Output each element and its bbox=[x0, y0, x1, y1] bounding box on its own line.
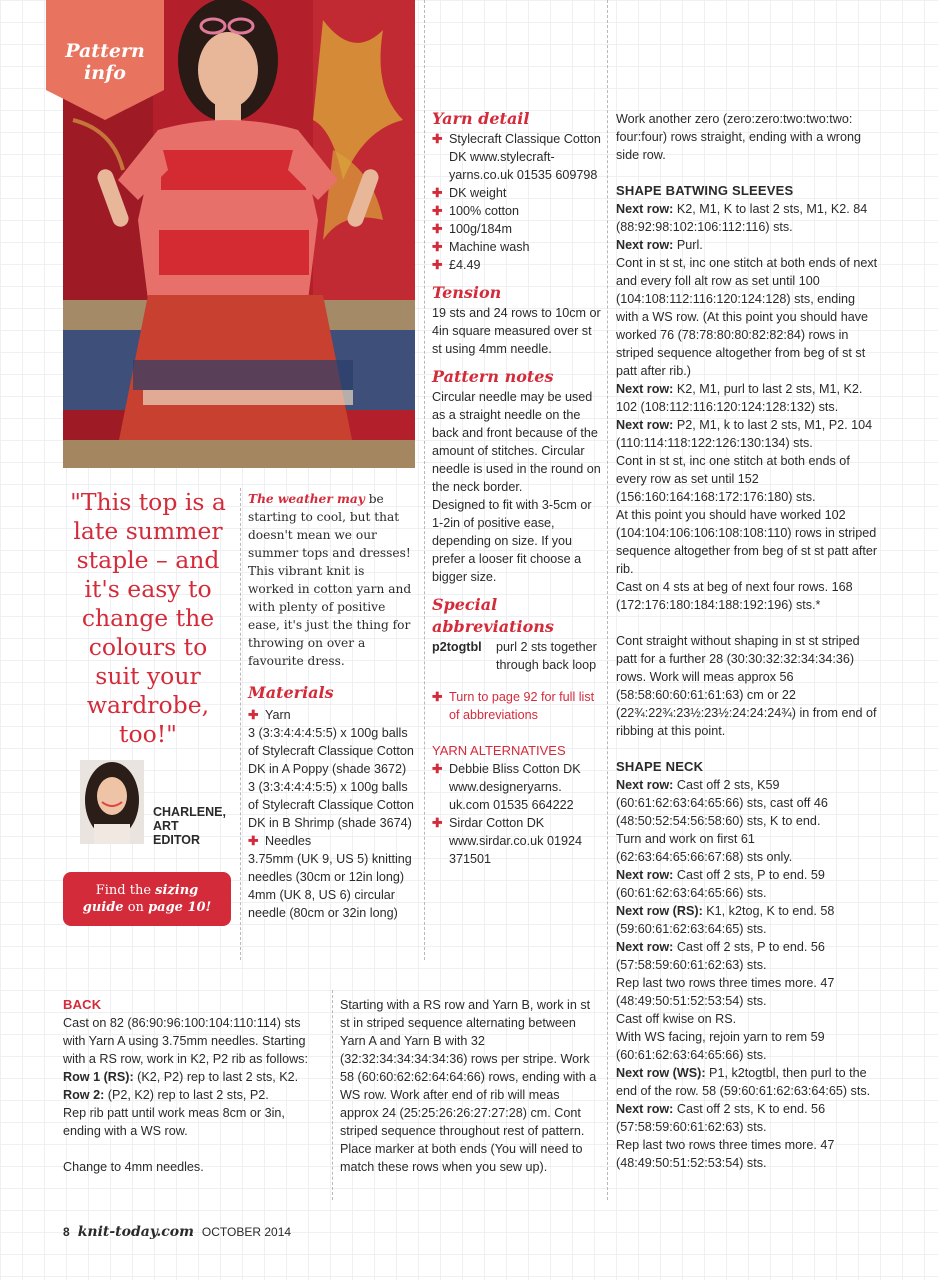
pull-quote: "This top is a late summer staple – and it's easy to change the colours to suit your wardrobe, too!" bbox=[70, 488, 226, 748]
site-logo: knit-today.com bbox=[77, 1224, 194, 1240]
list-item bbox=[432, 238, 604, 256]
instruction-text: With WS facing, rejoin yarn to rem 59 (60:61:62:63:64:65:66) sts. bbox=[616, 1030, 825, 1062]
yarn-detail-item: 100% cotton bbox=[449, 204, 520, 218]
yarn-a: 3 (3:3:4:4:4:5:5) x 100g balls of Stylecraft Classique Cotton DK in A Poppy (shade 3672) bbox=[248, 726, 414, 776]
abbrev-link-text[interactable]: Turn to page 92 for full list of abbreviations bbox=[449, 690, 595, 722]
needles-label: Needles bbox=[265, 834, 312, 848]
page-number: 8 bbox=[63, 1225, 70, 1239]
instruction-text: Cont in st st, inc one stitch at both ends of every row as set until 152 (156:160:164:168:172:176:180) sts. bbox=[616, 454, 850, 504]
row-text: (K2, P2) rep to last 2 sts, K2. bbox=[133, 1070, 299, 1084]
divider bbox=[607, 0, 608, 1200]
credit-role-2: EDITOR bbox=[153, 833, 200, 847]
list-item bbox=[432, 256, 604, 274]
abbrev-value: purl 2 sts together through back loop bbox=[496, 640, 597, 672]
needles-2: 4mm (UK 8, US 6) circular needle (80cm or 32in long) bbox=[248, 888, 398, 920]
avatar bbox=[80, 760, 144, 844]
alt-item: Debbie Bliss Cotton DK www.designeryarns. uk.com 01535 664222 bbox=[449, 762, 581, 812]
instruction-text: Turn and work on first 61 (62:63:64:65:66:67:68) sts only. bbox=[616, 832, 793, 864]
instruction-row bbox=[616, 938, 878, 974]
plus-icon: ✚ bbox=[432, 816, 443, 830]
row-label: Next row: bbox=[616, 382, 674, 396]
divider bbox=[332, 990, 333, 1200]
instruction-text: Cont straight without shaping in st st striped patt for a further 28 (30:30:32:32:34:34:36) rows. Work will meas approx 56 (58:58:60:60:61:61:63) cm or 22 (22¾:22¾:23½:23½:24:24:24¾) in from end of ribbing at this point. bbox=[616, 634, 877, 738]
plus-icon: ✚ bbox=[432, 222, 443, 236]
row-label: Next row: bbox=[616, 778, 674, 792]
instruction-row bbox=[63, 1086, 323, 1104]
back-section bbox=[63, 996, 323, 1176]
yarn-detail-item: £4.49 bbox=[449, 258, 481, 272]
sizing-t3: guide bbox=[82, 900, 124, 915]
divider bbox=[424, 0, 425, 960]
list-item bbox=[432, 814, 604, 868]
instruction-row bbox=[616, 380, 878, 416]
plus-icon: ✚ bbox=[432, 762, 443, 776]
row-label: Next row (WS): bbox=[616, 1066, 706, 1080]
pattern-notes-heading: Pattern notes bbox=[432, 367, 554, 386]
plus-icon: ✚ bbox=[432, 258, 443, 272]
yarn-detail-item: DK weight bbox=[449, 186, 507, 200]
yarn-detail-item: 100g/184m bbox=[449, 222, 513, 236]
sizing-t2: sizing bbox=[155, 883, 199, 898]
materials-heading: Materials bbox=[248, 683, 334, 702]
intro-body: be starting to cool, but that doesn't mean we our summer tops and dresses! This vibrant knit is worked in cotton yarn and with plenty of positive ease, it's just the thing for throwing on over a favourite dress. bbox=[248, 492, 412, 668]
alt-item: Sirdar Cotton DK www.sirdar.co.uk 01924 371501 bbox=[449, 816, 583, 866]
yarn-b: 3 (3:3:4:4:4:5:5) x 100g balls of Stylecraft Classique Cotton DK in B Shrimp (shade 3674) bbox=[248, 780, 414, 830]
back-p3: Change to 4mm needles. bbox=[63, 1160, 204, 1174]
list-item bbox=[248, 832, 414, 850]
col4-p0: Work another zero (zero:zero:two:two:two: four:four) rows straight, ending with a wrong side row. bbox=[616, 112, 861, 162]
list-item bbox=[248, 706, 414, 724]
yarn-detail-heading: Yarn detail bbox=[432, 109, 530, 128]
list-item bbox=[432, 220, 604, 238]
row-label: Next row (RS): bbox=[616, 904, 703, 918]
sleeves-heading: SHAPE BATWING SLEEVES bbox=[616, 183, 794, 198]
row-label: Next row: bbox=[616, 868, 674, 882]
row-label: Row 1 (RS): bbox=[63, 1070, 134, 1084]
tension-heading: Tension bbox=[432, 283, 502, 302]
back-cont-p1: Starting with a RS row and Yarn B, work in st st in striped sequence alternating between Yarn A and Yarn B with 32 (32:32:34:34:34:34:36) rows per stripe. Work 58 (60:60:62:62:64:64:66) rows, ending with a WS row. Work after end of rib will meas approx 24 (25:25:26:26:27:27:28) cm. Cont striped sequence throughout rest of pattern. bbox=[340, 998, 597, 1138]
instruction-row bbox=[616, 866, 878, 902]
plus-icon: ✚ bbox=[432, 132, 443, 146]
list-item bbox=[432, 130, 604, 184]
instruction-text: Cast on 4 sts at beg of next four rows. 168 (172:176:180:184:188:192:196) sts.* bbox=[616, 580, 853, 612]
row-text: K1, k2tog, K to end. 58 (59:60:61:62:63:64:65) sts. bbox=[616, 904, 835, 936]
row-label: Row 2: bbox=[63, 1088, 105, 1102]
row-text: Cast off 2 sts, K59 (60:61:62:63:64:65:66) sts, cast off 46 (48:50:52:54:56:58:60) sts, K to end. bbox=[616, 778, 828, 828]
instruction-text: Rep last two rows three times more. 47 (48:49:50:51:52:53:54) sts. bbox=[616, 1138, 835, 1170]
editor-credit bbox=[153, 805, 226, 847]
back-cont-p2: Place marker at both ends (You will need to match these rows when you sew up). bbox=[340, 1142, 583, 1174]
instruction-row bbox=[616, 236, 878, 254]
sizing-t1: Find the bbox=[95, 883, 152, 898]
tab-line-2: info bbox=[84, 62, 126, 84]
sizing-t5: page 10! bbox=[148, 900, 212, 915]
instruction-row bbox=[616, 1064, 878, 1100]
row-label: Next row: bbox=[616, 1102, 674, 1116]
list-item bbox=[432, 202, 604, 220]
instruction-text: Cast off kwise on RS. bbox=[616, 1012, 737, 1026]
sizing-guide-box bbox=[63, 872, 231, 926]
credit-role-1: ART bbox=[153, 819, 179, 833]
instruction-row bbox=[63, 1068, 323, 1086]
yarn-detail-item: Machine wash bbox=[449, 240, 530, 254]
row-text: Cast off 2 sts, P to end. 59 (60:61:62:63:64:65:66) sts. bbox=[616, 868, 825, 900]
row-label: Next row: bbox=[616, 238, 674, 252]
editor-portrait-icon bbox=[80, 760, 144, 844]
row-text: Cast off 2 sts, P to end. 56 (57:58:59:60:61:62:63) sts. bbox=[616, 940, 825, 972]
issue-date: OCTOBER 2014 bbox=[201, 1225, 292, 1239]
yarn-detail-list bbox=[432, 130, 604, 274]
back-p1: Cast on 82 (86:90:96:100:104:110:114) sts with Yarn A using 3.75mm needles. Starting with a RS row, work in K2, P2 rib as follows: bbox=[63, 1016, 308, 1066]
plus-icon: ✚ bbox=[432, 186, 443, 200]
row-text: Cast off 2 sts, K to end. 56 (57:58:59:60:61:62:63) sts. bbox=[616, 1102, 826, 1134]
instruction-row bbox=[616, 1100, 878, 1136]
back-continued bbox=[340, 996, 600, 1176]
pattern-notes-p2: Designed to fit with 3-5cm or 1-2in of positive ease, depending on size. If you prefer a looser fit choose a bigger size. bbox=[432, 498, 592, 584]
row-text: P1, k2togtbl, then purl to the end of the row. 58 (59:60:61:62:63:64:65) sts. bbox=[616, 1066, 871, 1098]
neck-heading: SHAPE NECK bbox=[616, 759, 704, 774]
row-text: (P2, K2) rep to last 2 sts, P2. bbox=[104, 1088, 269, 1102]
yarn-detail-column bbox=[432, 108, 604, 868]
row-text: P2, M1, k to last 2 sts, M1, P2. 104 (110:114:118:122:126:130:134) sts. bbox=[616, 418, 873, 450]
row-text: K2, M1, purl to last 2 sts, M1, K2. 102 (108:112:116:120:124:128:132) sts. bbox=[616, 382, 863, 414]
plus-icon: ✚ bbox=[432, 204, 443, 218]
list-item bbox=[432, 760, 604, 814]
abbrev-link[interactable] bbox=[432, 688, 604, 724]
intro-paragraph bbox=[248, 490, 414, 670]
instruction-text: Rep last two rows three times more. 47 (48:49:50:51:52:53:54) sts. bbox=[616, 976, 835, 1008]
row-label: Next row: bbox=[616, 940, 674, 954]
abbrev-row bbox=[432, 638, 604, 674]
back-heading: BACK bbox=[63, 997, 102, 1012]
intro-materials-column bbox=[248, 490, 414, 922]
tab-line-1: Pattern bbox=[65, 40, 145, 62]
abbrev-key: p2togtbl bbox=[432, 640, 482, 654]
needles-1: 3.75mm (UK 9, US 5) knitting needles (30cm or 12in long) bbox=[248, 852, 412, 884]
row-label: Next row: bbox=[616, 418, 674, 432]
pattern-notes-p1: Circular needle may be used as a straight needle on the back and front because of the amount of stitches. Circular needle is used in the round on the neck border. bbox=[432, 390, 601, 494]
pattern-info-tab bbox=[46, 0, 164, 120]
yarn-detail-item: Stylecraft Classique Cotton DK www.stylecraft-yarns.co.uk 01535 609798 bbox=[449, 132, 601, 182]
list-item bbox=[432, 184, 604, 202]
instruction-row bbox=[616, 416, 878, 452]
instructions-column bbox=[616, 110, 878, 1172]
instruction-text: Cont in st st, inc one stitch at both ends of next and every foll alt row as set until 100 (104:108:112:116:120:124:128) sts, ending with a WS row. (At this point you should have worked 76 (78:78:80:80:82:82:84) rows in striped sequence altogether from beg of st st patt after rib.) bbox=[616, 256, 878, 378]
plus-icon: ✚ bbox=[432, 240, 443, 254]
row-text: K2, M1, K to last 2 sts, M1, K2. 84 (88:92:98:102:106:112:116) sts. bbox=[616, 202, 868, 234]
yarn-alternatives-heading: YARN ALTERNATIVES bbox=[432, 743, 566, 758]
instruction-text: At this point you should have worked 102 (104:104:106:106:108:108:110) rows in striped sequence altogether from beg of st st patt after rib. bbox=[616, 508, 878, 576]
yarn-label: Yarn bbox=[265, 708, 291, 722]
special-abbrev-heading: Special abbreviations bbox=[432, 595, 554, 636]
row-label: Next row: bbox=[616, 202, 674, 216]
instruction-row bbox=[616, 776, 878, 830]
page-footer bbox=[63, 1224, 291, 1240]
credit-name: CHARLENE, bbox=[153, 805, 226, 819]
tension-text: 19 sts and 24 rows to 10cm or 4in square measured over st st using 4mm needle. bbox=[432, 306, 601, 356]
intro-lead: The weather may bbox=[248, 492, 365, 506]
plus-icon: ✚ bbox=[248, 834, 259, 848]
instruction-row bbox=[616, 200, 878, 236]
plus-icon: ✚ bbox=[248, 708, 259, 722]
divider bbox=[240, 488, 241, 960]
yarn-alternatives-list bbox=[432, 760, 604, 868]
instruction-row bbox=[616, 902, 878, 938]
plus-icon: ✚ bbox=[432, 690, 443, 704]
sizing-t4: on bbox=[127, 900, 144, 915]
back-p2: Rep rib patt until work meas 8cm or 3in, ending with a WS row. bbox=[63, 1106, 285, 1138]
row-text: Purl. bbox=[673, 238, 703, 252]
